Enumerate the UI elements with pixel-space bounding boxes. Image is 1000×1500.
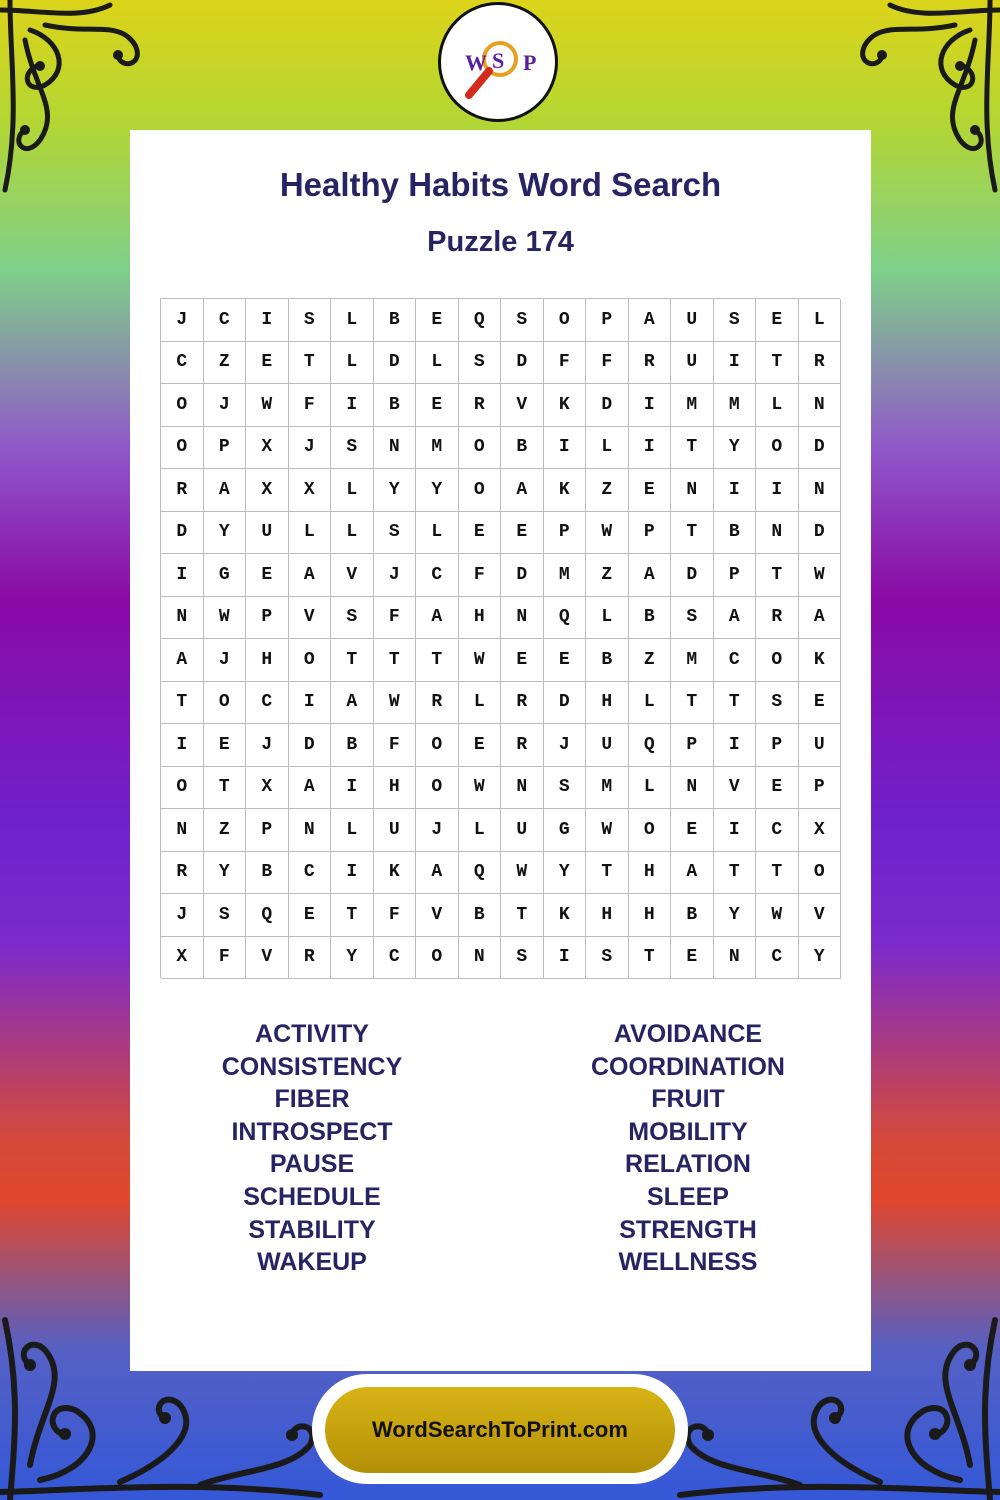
- grid-cell: K: [544, 894, 587, 937]
- grid-cell: I: [544, 427, 587, 470]
- grid-cell: Y: [799, 937, 842, 980]
- grid-cell: E: [756, 767, 799, 810]
- grid-cell: B: [331, 724, 374, 767]
- grid-cell: J: [416, 809, 459, 852]
- grid-cell: K: [544, 384, 587, 427]
- grid-cell: Y: [416, 469, 459, 512]
- grid-cell: Y: [714, 894, 757, 937]
- word-list-item: MOBILITY: [628, 1117, 748, 1146]
- grid-cell: N: [501, 597, 544, 640]
- word-list-item: WELLNESS: [618, 1248, 758, 1277]
- grid-cell: P: [246, 597, 289, 640]
- grid-cell: V: [246, 937, 289, 980]
- grid-cell: P: [204, 427, 247, 470]
- grid-cell: L: [586, 597, 629, 640]
- grid-cell: O: [459, 469, 502, 512]
- grid-cell: D: [289, 724, 332, 767]
- grid-cell: W: [246, 384, 289, 427]
- grid-cell: S: [289, 299, 332, 342]
- grid-cell: L: [459, 682, 502, 725]
- grid-cell: H: [246, 639, 289, 682]
- grid-cell: T: [714, 852, 757, 895]
- grid-cell: E: [671, 937, 714, 980]
- grid-cell: J: [544, 724, 587, 767]
- grid-cell: E: [459, 724, 502, 767]
- grid-cell: T: [671, 512, 714, 555]
- grid-cell: H: [629, 852, 672, 895]
- grid-cell: W: [204, 597, 247, 640]
- grid-cell: W: [756, 894, 799, 937]
- grid-cell: O: [161, 767, 204, 810]
- grid-cell: S: [331, 597, 374, 640]
- grid-cell: C: [756, 937, 799, 980]
- page-title: Healthy Habits Word Search: [279, 166, 722, 203]
- grid-cell: O: [544, 299, 587, 342]
- grid-cell: C: [416, 554, 459, 597]
- grid-cell: E: [756, 299, 799, 342]
- grid-cell: I: [714, 469, 757, 512]
- grid-cell: B: [714, 512, 757, 555]
- grid-cell: U: [374, 809, 417, 852]
- grid-cell: E: [289, 894, 332, 937]
- grid-cell: A: [629, 554, 672, 597]
- grid-cell: A: [161, 639, 204, 682]
- grid-cell: Y: [714, 427, 757, 470]
- grid-cell: F: [586, 342, 629, 385]
- grid-cell: U: [671, 342, 714, 385]
- grid-cell: X: [799, 809, 842, 852]
- grid-cell: E: [501, 639, 544, 682]
- grid-cell: S: [714, 299, 757, 342]
- grid-cell: S: [204, 894, 247, 937]
- grid-cell: M: [714, 384, 757, 427]
- grid-cell: P: [714, 554, 757, 597]
- grid-cell: C: [289, 852, 332, 895]
- grid-cell: T: [501, 894, 544, 937]
- grid-cell: T: [671, 427, 714, 470]
- grid-cell: P: [246, 809, 289, 852]
- grid-cell: X: [246, 469, 289, 512]
- magnifier-icon: [441, 5, 555, 119]
- grid-cell: C: [161, 342, 204, 385]
- grid-cell: L: [331, 469, 374, 512]
- grid-cell: P: [629, 512, 672, 555]
- grid-cell: D: [799, 512, 842, 555]
- grid-cell: O: [416, 724, 459, 767]
- grid-cell: N: [161, 597, 204, 640]
- word-list-item: FRUIT: [651, 1085, 725, 1114]
- grid-cell: Z: [586, 469, 629, 512]
- grid-cell: E: [629, 469, 672, 512]
- grid-cell: A: [289, 767, 332, 810]
- grid-cell: O: [416, 937, 459, 980]
- grid-cell: R: [501, 682, 544, 725]
- grid-cell: D: [374, 342, 417, 385]
- word-list-item: ACTIVITY: [255, 1020, 369, 1048]
- grid-cell: A: [416, 597, 459, 640]
- grid-cell: F: [374, 724, 417, 767]
- grid-cell: A: [629, 299, 672, 342]
- word-list-item: CONSISTENCY: [221, 1052, 403, 1081]
- grid-cell: Y: [331, 937, 374, 980]
- grid-cell: S: [501, 299, 544, 342]
- grid-cell: N: [671, 767, 714, 810]
- grid-cell: M: [586, 767, 629, 810]
- grid-cell: B: [629, 597, 672, 640]
- grid-cell: A: [714, 597, 757, 640]
- grid-cell: F: [459, 554, 502, 597]
- word-list-item: COORDINATION: [591, 1052, 785, 1081]
- grid-cell: I: [289, 682, 332, 725]
- grid-cell: L: [629, 682, 672, 725]
- word-list-item: SLEEP: [647, 1182, 729, 1211]
- grid-cell: O: [629, 809, 672, 852]
- grid-cell: T: [331, 639, 374, 682]
- word-list-item: RELATION: [625, 1150, 751, 1179]
- grid-cell: W: [374, 682, 417, 725]
- grid-cell: T: [671, 682, 714, 725]
- grid-cell: M: [671, 639, 714, 682]
- grid-cell: I: [331, 852, 374, 895]
- grid-cell: Q: [246, 894, 289, 937]
- grid-cell: S: [374, 512, 417, 555]
- grid-cell: Q: [459, 852, 502, 895]
- grid-cell: B: [459, 894, 502, 937]
- grid-cell: Q: [629, 724, 672, 767]
- grid-cell: S: [501, 937, 544, 980]
- grid-cell: T: [756, 554, 799, 597]
- grid-cell: D: [586, 384, 629, 427]
- grid-cell: W: [586, 512, 629, 555]
- grid-cell: Z: [629, 639, 672, 682]
- grid-cell: C: [246, 682, 289, 725]
- grid-cell: E: [544, 639, 587, 682]
- grid-cell: N: [161, 809, 204, 852]
- grid-cell: B: [374, 299, 417, 342]
- grid-cell: U: [799, 724, 842, 767]
- grid-cell: V: [416, 894, 459, 937]
- grid-cell: S: [459, 342, 502, 385]
- grid-cell: B: [374, 384, 417, 427]
- grid-cell: W: [586, 809, 629, 852]
- grid-cell: B: [501, 427, 544, 470]
- grid-cell: O: [161, 427, 204, 470]
- grid-cell: N: [374, 427, 417, 470]
- grid-cell: T: [204, 767, 247, 810]
- grid-cell: I: [331, 767, 374, 810]
- grid-cell: Y: [544, 852, 587, 895]
- grid-cell: A: [416, 852, 459, 895]
- word-list-item: PAUSE: [269, 1150, 355, 1179]
- grid-cell: E: [799, 682, 842, 725]
- grid-cell: H: [459, 597, 502, 640]
- word-list-item: STRENGTH: [619, 1215, 757, 1244]
- grid-cell: X: [289, 469, 332, 512]
- grid-cell: E: [671, 809, 714, 852]
- grid-cell: P: [671, 724, 714, 767]
- grid-cell: R: [756, 597, 799, 640]
- grid-cell: I: [161, 724, 204, 767]
- grid-cell: A: [289, 554, 332, 597]
- logo-letter-w: W: [465, 50, 487, 75]
- grid-cell: L: [629, 767, 672, 810]
- grid-cell: T: [756, 852, 799, 895]
- word-list-left: [152, 1018, 472, 1279]
- grid-cell: B: [671, 894, 714, 937]
- grid-cell: E: [416, 299, 459, 342]
- grid-cell: L: [586, 427, 629, 470]
- grid-cell: H: [586, 894, 629, 937]
- grid-cell: X: [161, 937, 204, 980]
- puzzle-number: Puzzle 174: [427, 226, 574, 258]
- grid-cell: R: [629, 342, 672, 385]
- grid-cell: F: [204, 937, 247, 980]
- grid-cell: X: [246, 427, 289, 470]
- grid-cell: D: [671, 554, 714, 597]
- grid-cell: D: [501, 342, 544, 385]
- grid-cell: R: [799, 342, 842, 385]
- grid-cell: P: [586, 299, 629, 342]
- grid-cell: T: [331, 894, 374, 937]
- grid-cell: R: [161, 852, 204, 895]
- word-list-item: FIBER: [274, 1085, 350, 1114]
- grid-cell: V: [289, 597, 332, 640]
- grid-cell: F: [374, 894, 417, 937]
- grid-cell: W: [459, 767, 502, 810]
- grid-cell: C: [756, 809, 799, 852]
- word-list-item: WAKEUP: [257, 1248, 367, 1277]
- grid-cell: U: [246, 512, 289, 555]
- grid-cell: H: [629, 894, 672, 937]
- puzzle-sheet: [130, 130, 871, 1371]
- word-list-item: INTROSPECT: [231, 1117, 393, 1146]
- grid-cell: G: [544, 809, 587, 852]
- grid-cell: P: [756, 724, 799, 767]
- grid-cell: E: [501, 512, 544, 555]
- grid-cell: I: [714, 342, 757, 385]
- grid-cell: A: [501, 469, 544, 512]
- grid-cell: F: [544, 342, 587, 385]
- grid-cell: M: [544, 554, 587, 597]
- grid-cell: V: [799, 894, 842, 937]
- grid-cell: N: [714, 937, 757, 980]
- grid-cell: U: [671, 299, 714, 342]
- grid-cell: S: [331, 427, 374, 470]
- grid-cell: S: [544, 767, 587, 810]
- grid-cell: K: [374, 852, 417, 895]
- grid-cell: J: [161, 894, 204, 937]
- grid-cell: L: [331, 512, 374, 555]
- grid-cell: A: [204, 469, 247, 512]
- grid-cell: R: [501, 724, 544, 767]
- grid-cell: J: [374, 554, 417, 597]
- grid-cell: V: [331, 554, 374, 597]
- grid-cell: B: [246, 852, 289, 895]
- grid-cell: O: [756, 427, 799, 470]
- grid-cell: P: [799, 767, 842, 810]
- grid-cell: E: [246, 342, 289, 385]
- grid-cell: Y: [204, 852, 247, 895]
- grid-cell: T: [374, 639, 417, 682]
- grid-cell: G: [204, 554, 247, 597]
- grid-cell: B: [586, 639, 629, 682]
- grid-cell: T: [629, 937, 672, 980]
- grid-cell: O: [416, 767, 459, 810]
- grid-cell: I: [544, 937, 587, 980]
- grid-cell: H: [374, 767, 417, 810]
- grid-cell: E: [246, 554, 289, 597]
- grid-cell: Y: [204, 512, 247, 555]
- grid-cell: L: [756, 384, 799, 427]
- word-list-right: [528, 1018, 848, 1279]
- grid-cell: O: [799, 852, 842, 895]
- grid-cell: Q: [459, 299, 502, 342]
- grid-cell: C: [374, 937, 417, 980]
- grid-cell: W: [799, 554, 842, 597]
- grid-cell: L: [289, 512, 332, 555]
- grid-cell: I: [161, 554, 204, 597]
- grid-cell: K: [799, 639, 842, 682]
- grid-cell: E: [204, 724, 247, 767]
- grid-cell: S: [671, 597, 714, 640]
- word-list-item: SCHEDULE: [243, 1182, 381, 1211]
- grid-cell: D: [544, 682, 587, 725]
- grid-cell: E: [416, 384, 459, 427]
- grid-cell: F: [374, 597, 417, 640]
- grid-cell: S: [756, 682, 799, 725]
- grid-cell: J: [161, 299, 204, 342]
- grid-cell: V: [501, 384, 544, 427]
- grid-cell: N: [671, 469, 714, 512]
- grid-cell: T: [756, 342, 799, 385]
- grid-cell: T: [161, 682, 204, 725]
- grid-cell: R: [459, 384, 502, 427]
- grid-cell: O: [161, 384, 204, 427]
- grid-cell: P: [544, 512, 587, 555]
- grid-cell: J: [204, 639, 247, 682]
- grid-cell: N: [289, 809, 332, 852]
- grid-cell: I: [629, 427, 672, 470]
- grid-cell: R: [416, 682, 459, 725]
- logo-letter-s: S: [492, 48, 505, 73]
- grid-cell: X: [246, 767, 289, 810]
- grid-cell: I: [756, 469, 799, 512]
- grid-cell: Q: [544, 597, 587, 640]
- grid-cell: L: [331, 342, 374, 385]
- grid-cell: Z: [204, 809, 247, 852]
- grid-cell: N: [756, 512, 799, 555]
- grid-cell: W: [501, 852, 544, 895]
- grid-cell: L: [331, 299, 374, 342]
- grid-cell: A: [331, 682, 374, 725]
- grid-cell: D: [501, 554, 544, 597]
- grid-cell: W: [459, 639, 502, 682]
- grid-cell: I: [714, 724, 757, 767]
- grid-cell: C: [714, 639, 757, 682]
- grid-cell: T: [586, 852, 629, 895]
- grid-cell: M: [416, 427, 459, 470]
- grid-cell: L: [416, 342, 459, 385]
- grid-cell: N: [799, 469, 842, 512]
- grid-cell: T: [416, 639, 459, 682]
- logo-letter-p: P: [523, 50, 537, 75]
- grid-cell: O: [756, 639, 799, 682]
- grid-cell: J: [246, 724, 289, 767]
- grid-cell: T: [289, 342, 332, 385]
- grid-cell: I: [246, 299, 289, 342]
- grid-cell: R: [161, 469, 204, 512]
- grid-cell: O: [459, 427, 502, 470]
- grid-cell: Z: [586, 554, 629, 597]
- grid-cell: L: [799, 299, 842, 342]
- grid-cell: J: [289, 427, 332, 470]
- grid-cell: K: [544, 469, 587, 512]
- corner-ornament-icon: [0, 0, 150, 210]
- grid-cell: N: [459, 937, 502, 980]
- grid-cell: O: [204, 682, 247, 725]
- grid-cell: I: [629, 384, 672, 427]
- grid-cell: L: [331, 809, 374, 852]
- grid-cell: I: [714, 809, 757, 852]
- grid-cell: L: [459, 809, 502, 852]
- grid-cell: M: [671, 384, 714, 427]
- grid-cell: A: [799, 597, 842, 640]
- grid-cell: O: [289, 639, 332, 682]
- grid-cell: U: [501, 809, 544, 852]
- grid-cell: A: [671, 852, 714, 895]
- grid-cell: N: [501, 767, 544, 810]
- grid-cell: R: [289, 937, 332, 980]
- grid-cell: F: [289, 384, 332, 427]
- grid-cell: C: [204, 299, 247, 342]
- grid-cell: S: [586, 937, 629, 980]
- grid-cell: U: [586, 724, 629, 767]
- wsp-logo: [438, 2, 558, 122]
- grid-cell: D: [799, 427, 842, 470]
- grid-cell: I: [331, 384, 374, 427]
- grid-cell: Y: [374, 469, 417, 512]
- grid-cell: J: [204, 384, 247, 427]
- grid-cell: Z: [204, 342, 247, 385]
- grid-cell: N: [799, 384, 842, 427]
- letter-grid: [160, 298, 840, 978]
- grid-cell: T: [714, 682, 757, 725]
- word-list-item: STABILITY: [248, 1215, 376, 1244]
- grid-cell: D: [161, 512, 204, 555]
- grid-cell: E: [459, 512, 502, 555]
- corner-ornament-icon: [850, 0, 1000, 210]
- word-list-item: AVOIDANCE: [613, 1020, 763, 1048]
- grid-cell: L: [416, 512, 459, 555]
- grid-cell: H: [586, 682, 629, 725]
- grid-cell: V: [714, 767, 757, 810]
- site-link[interactable]: WordSearchToPrint.com: [325, 1387, 675, 1473]
